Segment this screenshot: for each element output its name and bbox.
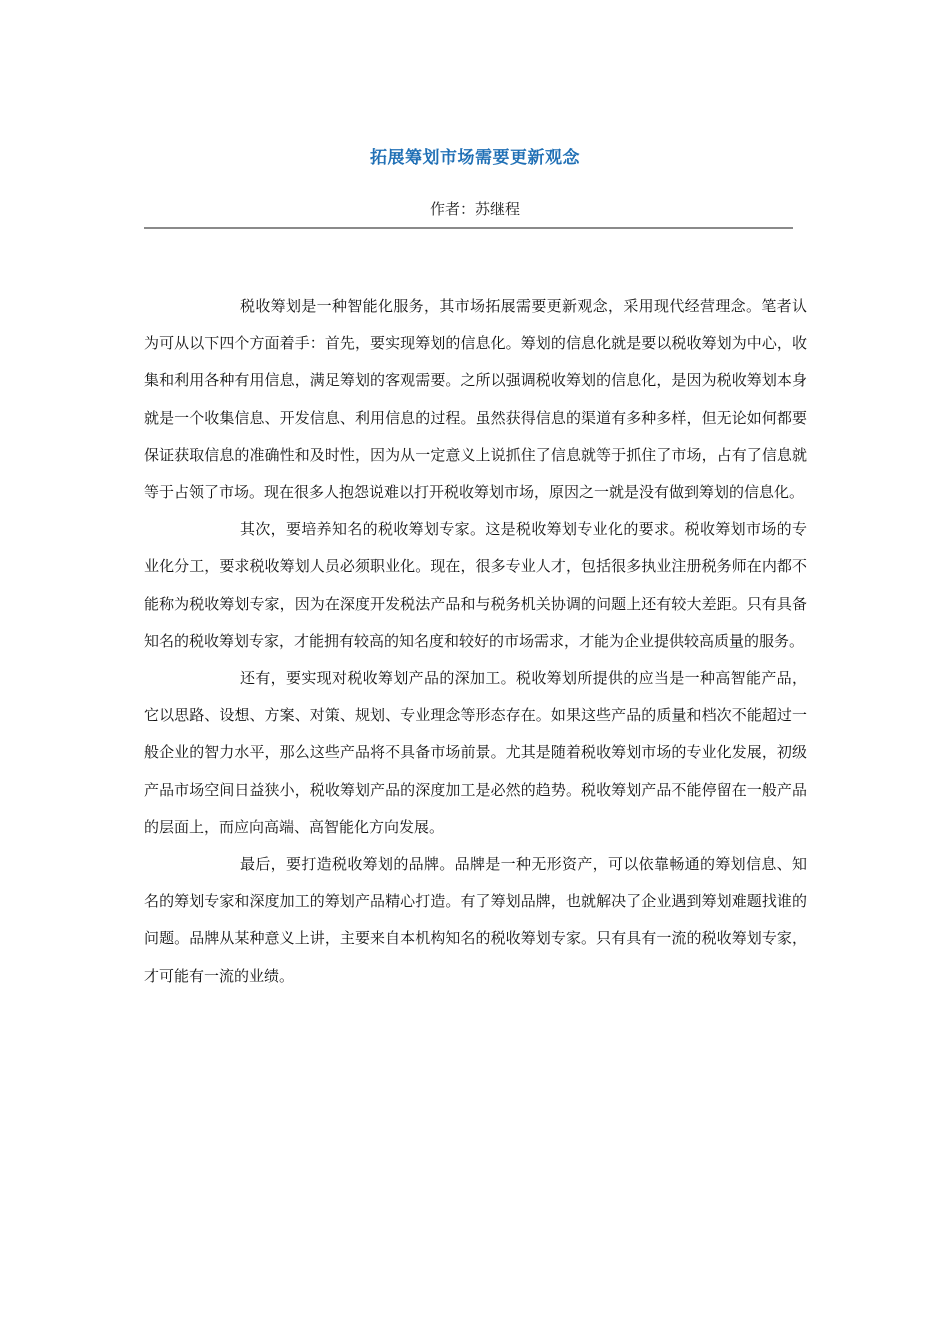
title-divider xyxy=(144,227,793,229)
article-body xyxy=(144,288,807,995)
document-title: 拓展筹划市场需要更新观念 xyxy=(370,148,580,168)
paragraph-4: 最后，要打造税收筹划的品牌。品牌是一种无形资产，可以依靠畅通的筹划信息、知名的筹划专家和深度加工的筹划产品精心打造。有了筹划品牌，也就解决了企业遇到筹划难题找谁的问题。品牌从某种意义上讲，主要来自本机构知名的税收筹划专家。只有具有一流的税收筹划专家，才可能有一流的业绩。 xyxy=(144,855,807,985)
paragraph-3: 还有，要实现对税收筹划产品的深加工。税收筹划所提供的应当是一种高智能产品，它以思路、设想、方案、对策、规划、专业理念等形态存在。如果这些产品的质量和档次不能超过一般企业的智力水平，那么这些产品将不具备市场前景。尤其是随着税收筹划市场的专业化发展，初级产品市场空间日益狭小，税收筹划产品的深度加工是必然的趋势。税收筹划产品不能停留在一般产品的层面上，而应向高端、高智能化方向发展。 xyxy=(144,669,807,836)
paragraph-1: 税收筹划是一种智能化服务，其市场拓展需要更新观念，采用现代经营理念。笔者认为可从以下四个方面着手：首先，要实现筹划的信息化。筹划的信息化就是要以税收筹划为中心，收集和利用各种有用信息，满足筹划的客观需要。之所以强调税收筹划的信息化，是因为税收筹划本身就是一个收集信息、开发信息、利用信息的过程。虽然获得信息的渠道有多种多样，但无论如何都要保证获取信息的准确性和及时性，因为从一定意义上说抓住了信息就等于抓住了市场，占有了信息就等于占领了市场。现在很多人抱怨说难以打开税收筹划市场，原因之一就是没有做到筹划的信息化。 xyxy=(144,297,807,502)
document-author: 作者：苏继程 xyxy=(429,200,520,218)
paragraph-2: 其次，要培养知名的税收筹划专家。这是税收筹划专业化的要求。税收筹划市场的专业化分工，要求税收筹划人员必须职业化。现在，很多专业人才，包括很多执业注册税务师在内都不能称为税收筹划专家，因为在深度开发税法产品和与税务机关协调的问题上还有较大差距。只有具备知名的税收筹划专家，才能拥有较高的知名度和较好的市场需求，才能为企业提供较高质量的服务。 xyxy=(144,520,807,650)
